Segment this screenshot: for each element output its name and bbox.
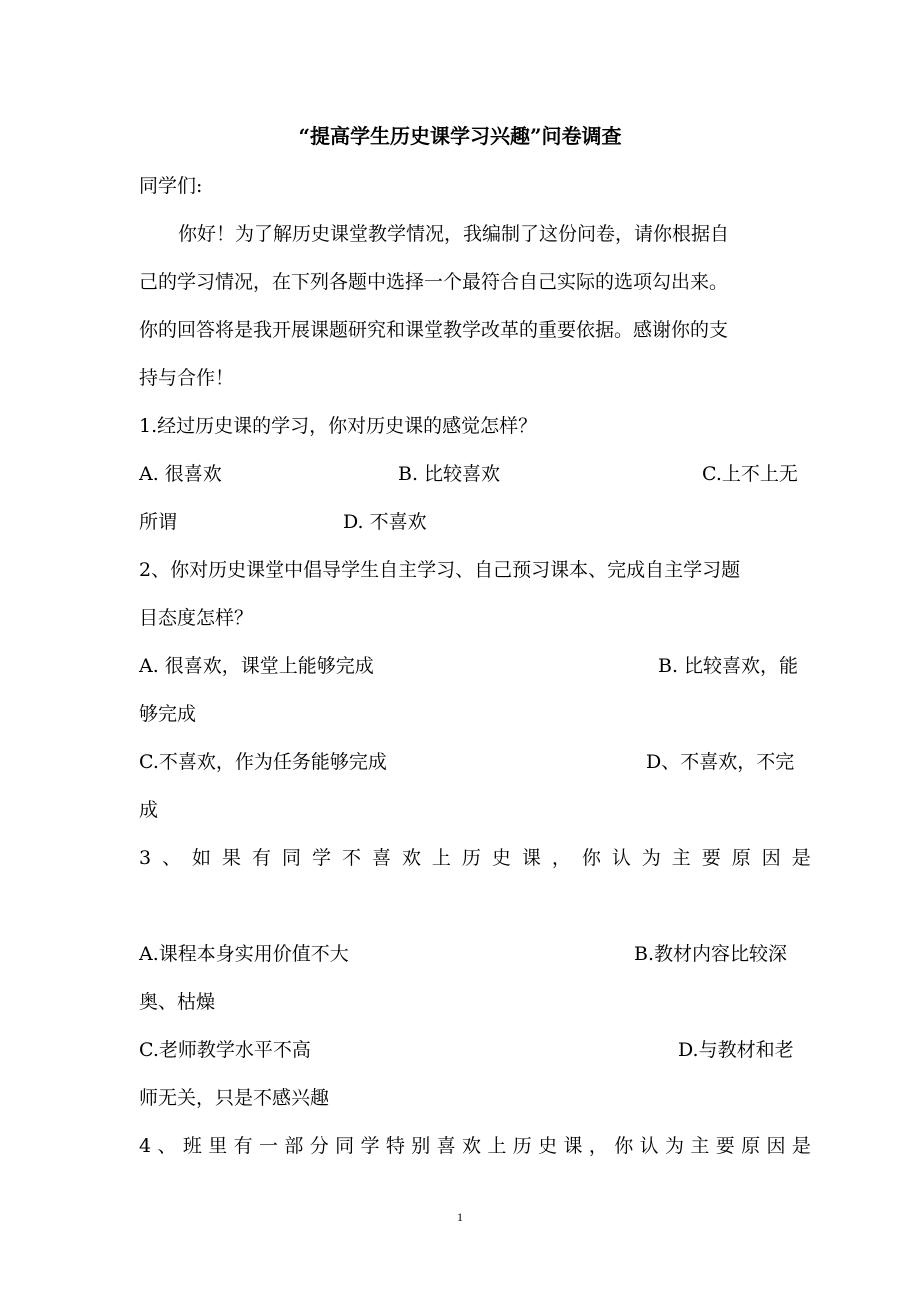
- spread-char: 3: [139, 847, 152, 869]
- q4-question: [139, 1134, 811, 1158]
- q1-option-c-continued: 所谓: [139, 511, 178, 533]
- q3-option-d: D.与教材和老: [678, 1039, 794, 1061]
- q1-question: 1.经过历史课的学习，你对历史课的感觉怎样？: [139, 415, 538, 437]
- spread-char: 主: [690, 1135, 710, 1157]
- spread-char: 同: [282, 847, 302, 869]
- q1-option-a: A. 很喜欢: [139, 463, 222, 485]
- spread-char: 如: [192, 847, 212, 869]
- q2-option-b-continued: 够完成: [139, 703, 197, 725]
- spread-char: 历: [461, 847, 481, 869]
- spread-char: 、: [162, 847, 182, 869]
- q3-option-c: C.老师教学水平不高: [139, 1039, 311, 1061]
- spread-char: 不: [341, 847, 361, 869]
- spread-char: 有: [233, 1135, 253, 1157]
- spread-char: 同: [335, 1135, 355, 1157]
- spread-char: 你: [614, 1135, 634, 1157]
- spread-char: ，: [551, 847, 571, 869]
- page-number: 1: [457, 1210, 463, 1224]
- spread-char: ，: [588, 1135, 608, 1157]
- spread-char: 原: [731, 847, 751, 869]
- spread-char: 为: [664, 1135, 684, 1157]
- q2-option-c: C.不喜欢，作为任务能够完成: [139, 751, 387, 773]
- spread-char: 认: [639, 1135, 659, 1157]
- spread-char: 喜: [436, 1135, 456, 1157]
- spread-char: 特: [385, 1135, 405, 1157]
- spread-char: 班: [182, 1135, 202, 1157]
- spread-char: 4: [139, 1135, 152, 1157]
- spread-char: 是: [791, 847, 811, 869]
- spread-char: 一: [258, 1135, 278, 1157]
- q1-option-b: B. 比较喜欢: [398, 463, 501, 485]
- q3-option-b: B.教材内容比较深: [634, 943, 788, 965]
- q1-option-c: C.上不上无: [702, 463, 798, 485]
- q3-option-a: A.课程本身实用价值不大: [139, 943, 349, 965]
- q2-option-d: D、不喜欢，不完: [646, 751, 795, 773]
- spread-char: 课: [521, 847, 541, 869]
- intro-line-3: 你的回答将是我开展课题研究和课堂教学改革的重要依据。感谢你的支: [139, 319, 729, 341]
- spread-char: 果: [222, 847, 242, 869]
- spread-char: 因: [761, 847, 781, 869]
- q2-question-line-2: 目态度怎样？: [139, 607, 254, 629]
- q3-option-b-continued: 奥、枯燥: [139, 991, 216, 1013]
- spread-char: 为: [641, 847, 661, 869]
- intro-line-2: 己的学习情况，在下列各题中选择一个最符合自己实际的选项勾出来。: [139, 271, 729, 293]
- spread-char: 你: [581, 847, 601, 869]
- spread-char: 学: [360, 1135, 380, 1157]
- spread-char: 认: [611, 847, 631, 869]
- spread-char: 课: [563, 1135, 583, 1157]
- q2-option-b: B. 比较喜欢，能: [658, 655, 799, 677]
- spread-char: 因: [766, 1135, 786, 1157]
- q2-option-a: A. 很喜欢，课堂上能够完成: [139, 655, 374, 677]
- spread-char: 要: [715, 1135, 735, 1157]
- spread-char: 上: [487, 1135, 507, 1157]
- spread-char: 欢: [461, 1135, 481, 1157]
- q3-option-d-continued: 师无关，只是不感兴趣: [139, 1087, 330, 1109]
- spread-char: 分: [309, 1135, 329, 1157]
- spread-char: 别: [411, 1135, 431, 1157]
- spread-char: 原: [741, 1135, 761, 1157]
- spread-char: 史: [491, 847, 511, 869]
- spread-char: 要: [701, 847, 721, 869]
- page-title: “提高学生历史课学习兴趣”问卷调查: [298, 124, 622, 148]
- spread-char: 上: [431, 847, 451, 869]
- spread-char: 里: [208, 1135, 228, 1157]
- spread-char: 是: [791, 1135, 811, 1157]
- intro-line-4: 持与合作！: [139, 367, 235, 389]
- spread-char: 、: [157, 1135, 177, 1157]
- greeting: 同学们:: [139, 175, 203, 197]
- spread-char: 部: [284, 1135, 304, 1157]
- q2-question-line-1: 2、你对历史课堂中倡导学生自主学习、自己预习课本、完成自主学习题: [139, 559, 741, 581]
- spread-char: 学: [311, 847, 331, 869]
- spread-char: 主: [671, 847, 691, 869]
- intro-line-1: 你好！为了解历史课堂教学情况，我编制了这份问卷，请你根据自: [178, 223, 730, 245]
- q2-option-d-continued: 成: [139, 799, 159, 821]
- spread-char: 喜: [371, 847, 391, 869]
- spread-char: 有: [252, 847, 272, 869]
- q3-question: [139, 846, 811, 870]
- spread-char: 欢: [401, 847, 421, 869]
- q1-option-d: D. 不喜欢: [343, 511, 427, 533]
- spread-char: 史: [538, 1135, 558, 1157]
- spread-char: 历: [512, 1135, 532, 1157]
